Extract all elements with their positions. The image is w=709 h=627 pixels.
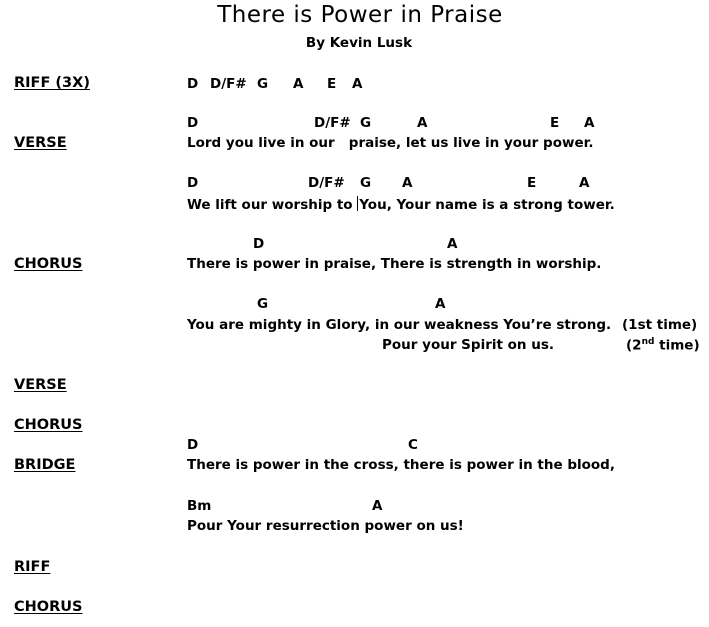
repeat-note-text: (2: [626, 337, 642, 354]
chord: A: [584, 115, 595, 131]
song-author: By Kevin Lusk: [305, 35, 413, 51]
section-label-chorus: CHORUS: [14, 599, 83, 615]
chord: A: [435, 296, 446, 312]
chord: D/F#: [308, 175, 345, 191]
chord: G: [257, 76, 269, 92]
chord: D/F#: [210, 76, 247, 92]
repeat-note-second: [626, 337, 700, 354]
chord: D: [253, 236, 265, 252]
lyric-line: Pour Your resurrection power on us!: [187, 518, 464, 534]
lyric-text: We lift our worship to: [187, 197, 358, 213]
chord: E: [327, 76, 337, 92]
section-label-verse: VERSE: [14, 135, 67, 151]
chord: D: [187, 437, 199, 453]
chord: A: [352, 76, 363, 92]
lyric-line: There is power in praise, There is strength in worship.: [187, 256, 602, 272]
chord: A: [417, 115, 428, 131]
lyric-line: There is power in the cross, there is power in the blood,: [187, 457, 615, 473]
chord: A: [372, 498, 383, 514]
lyric-line: You are mighty in Glory, in our weakness You’re strong.: [187, 317, 612, 333]
chord: G: [360, 115, 372, 131]
chord: E: [527, 175, 537, 191]
chord: D: [187, 76, 199, 92]
chord: E: [550, 115, 560, 131]
lyric-text: You, Your name is a strong tower.: [359, 197, 615, 213]
chord: A: [447, 236, 458, 252]
chord: A: [579, 175, 590, 191]
song-title: There is Power in Praise: [217, 2, 503, 28]
lyric-line: Lord you live in our praise, let us live in your power.: [187, 135, 594, 151]
chord: D: [187, 175, 199, 191]
chord: Bm: [187, 498, 212, 514]
lyric-line: [187, 196, 615, 213]
repeat-note-first: (1st time): [622, 317, 698, 333]
section-label-riff-3x: RIFF (3X): [14, 75, 90, 91]
chord: G: [257, 296, 269, 312]
section-label-chorus: CHORUS: [14, 417, 83, 433]
section-label-chorus: CHORUS: [14, 256, 83, 272]
chord: A: [402, 175, 413, 191]
chord: D: [187, 115, 199, 131]
section-label-riff: RIFF: [14, 559, 51, 575]
chord: D/F#: [314, 115, 351, 131]
chord: A: [293, 76, 304, 92]
section-label-verse: VERSE: [14, 377, 67, 393]
section-label-bridge: BRIDGE: [14, 457, 76, 473]
chord: C: [408, 437, 418, 453]
lyric-line: Pour your Spirit on us.: [382, 337, 554, 353]
repeat-note-text: time): [654, 337, 700, 354]
ordinal-suffix: nd: [641, 337, 655, 347]
chord: G: [360, 175, 372, 191]
